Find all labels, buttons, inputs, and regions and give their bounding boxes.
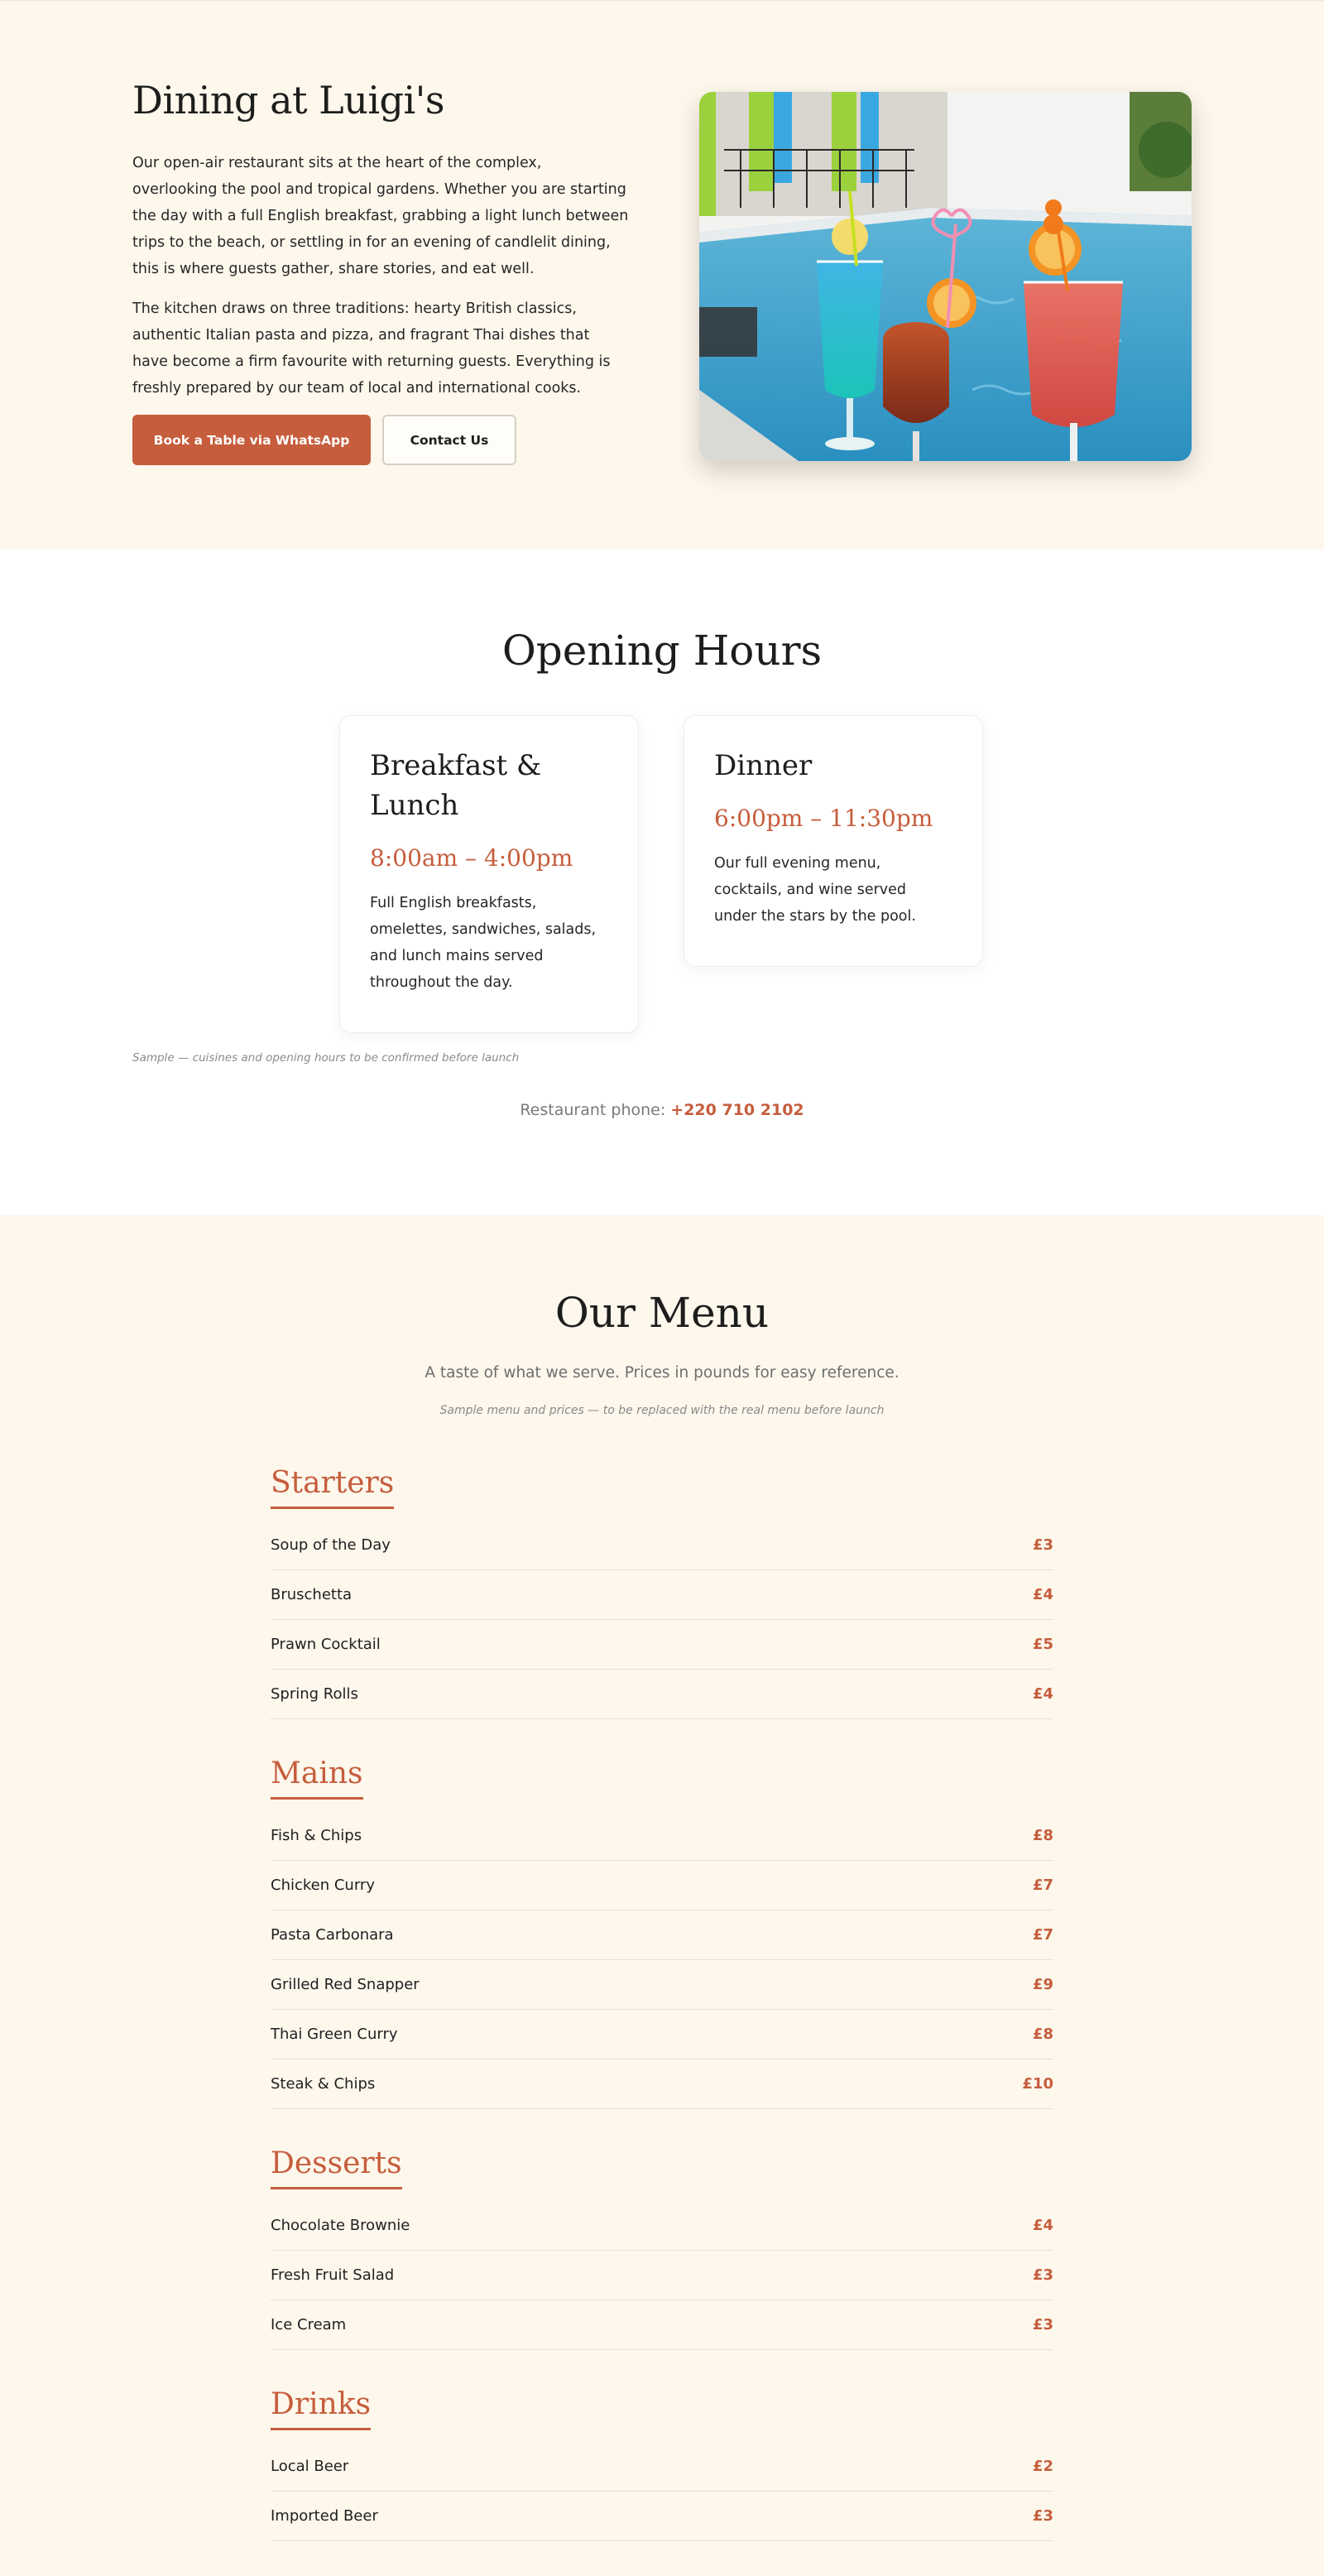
menu-item-price: £3 [1032, 2316, 1053, 2333]
menu-item-price: £8 [1032, 1827, 1053, 1844]
menu-item [271, 2059, 1053, 2109]
menu-item-price: £3 [1032, 1536, 1053, 1554]
hero-paragraph-2: The kitchen draws on three traditions: hearty British classics, authentic Italian pasta and pizza, and fragrant Thai dishes that have become a firm favourite with returning guests. Everything is freshly prepared by our team of local and international cooks. [132, 300, 611, 396]
menu-category-title: Drinks [271, 2385, 371, 2430]
menu-item [271, 2251, 1053, 2300]
hours-card-dinner [684, 715, 983, 967]
menu-item-name: Chicken Curry [271, 1877, 375, 1894]
menu-category-drinks [271, 2385, 1053, 2541]
menu-item-price: £4 [1032, 1685, 1053, 1703]
menu-item-price: £7 [1032, 1877, 1053, 1894]
menu-item-name: Bruschetta [271, 1586, 353, 1603]
hours-card-title: Breakfast & Lunch [370, 749, 542, 822]
menu-title: Our Menu [554, 1289, 770, 1337]
hours-sample-note: Sample — cuisines and opening hours to be confirmed before launch [132, 1051, 520, 1065]
menu-item [271, 1570, 1053, 1620]
hero-paragraph-1: Our open-air restaurant sits at the heart of the complex, overlooking the pool and tropical gardens. Whether you are starting the day with a full English breakfast, grabbing a light lunch between trips to the beach, or settling in for an evening of candlelit dining, this is where guests gather, share stories, and eat well. [132, 155, 629, 277]
menu-item-name: Chocolate Brownie [271, 2217, 410, 2234]
poolside-cocktails-photo [699, 92, 1192, 461]
hours-card-time: 6:00pm – 11:30pm [714, 805, 933, 832]
phone-label: Restaurant phone: [520, 1101, 666, 1119]
menu-category-title: Starters [271, 1463, 394, 1509]
opening-hours-title: Opening Hours [501, 627, 823, 675]
menu-category-mains [271, 1754, 1053, 2109]
menu-category-title: Desserts [271, 2144, 402, 2189]
menu-item-price: £10 [1022, 2075, 1053, 2093]
menu-section [0, 1215, 1324, 2575]
opening-hours-section [0, 550, 1324, 1215]
hero-text [132, 75, 629, 465]
hours-card-title: Dinner [714, 749, 813, 782]
book-table-whatsapp-button[interactable]: Book a Table via WhatsApp [132, 415, 371, 465]
menu-sample-note: Sample menu and prices — to be replaced with the real menu before launch [439, 1404, 885, 1417]
menu-item-name: Pasta Carbonara [271, 1926, 394, 1944]
menu-item [271, 2201, 1053, 2251]
hero-buttons [132, 415, 629, 465]
menu-item [271, 1620, 1053, 1670]
menu-item-price: £9 [1032, 1976, 1053, 1993]
menu-item-price: £3 [1032, 2507, 1053, 2525]
menu-subtitle: A taste of what we serve. Prices in pounds for easy reference. [425, 1364, 899, 1382]
hours-card-time: 8:00am – 4:00pm [370, 844, 573, 872]
menu-item [271, 1811, 1053, 1861]
menu-item-price: £8 [1032, 2026, 1053, 2043]
menu-item [271, 1861, 1053, 1910]
hero-title: Dining at Luigi's [132, 78, 444, 123]
menu-item-name: Local Beer [271, 2458, 349, 2475]
menu-item-name: Thai Green Curry [271, 2026, 398, 2043]
menu-category-desserts [271, 2144, 1053, 2350]
contact-us-button[interactable]: Contact Us [382, 415, 516, 465]
menu-item [271, 1910, 1053, 1960]
menu-item-name: Fresh Fruit Salad [271, 2266, 395, 2284]
hours-card-description: Our full evening menu, cocktails, and wine served under the stars by the pool. [714, 855, 916, 925]
menu-item-price: £4 [1032, 1586, 1053, 1603]
menu-body [271, 1463, 1053, 2576]
menu-item [271, 2010, 1053, 2059]
cocktails-illustration [699, 92, 1192, 461]
hero-section [0, 0, 1324, 550]
menu-category-starters [271, 1463, 1053, 1719]
menu-item-price: £4 [1032, 2217, 1053, 2234]
restaurant-phone-line [0, 1101, 1324, 1119]
menu-item-price: £5 [1032, 1636, 1053, 1653]
menu-item [271, 1670, 1053, 1719]
menu-item [271, 2442, 1053, 2492]
hours-card-description: Full English breakfasts, omelettes, sandwiches, salads, and lunch mains served throughout the day. [370, 895, 597, 991]
menu-item [271, 1960, 1053, 2010]
menu-item [271, 2492, 1053, 2541]
menu-item-name: Steak & Chips [271, 2075, 376, 2093]
menu-category-title: Mains [271, 1754, 363, 1800]
hours-card-breakfast-lunch [339, 715, 639, 1033]
menu-item-price: £7 [1032, 1926, 1053, 1944]
hours-cards [339, 715, 983, 1033]
menu-item-price: £2 [1032, 2458, 1053, 2475]
restaurant-phone-link[interactable]: +220 710 2102 [670, 1101, 804, 1119]
menu-item-name: Ice Cream [271, 2316, 347, 2333]
menu-item [271, 2300, 1053, 2350]
menu-item-name: Soup of the Day [271, 1536, 391, 1554]
menu-item-price: £3 [1032, 2266, 1053, 2284]
menu-item [271, 1521, 1053, 1570]
menu-item-name: Imported Beer [271, 2507, 378, 2525]
menu-item-name: Fish & Chips [271, 1827, 362, 1844]
menu-item-name: Grilled Red Snapper [271, 1976, 420, 1993]
menu-item-name: Prawn Cocktail [271, 1636, 381, 1653]
menu-item-name: Spring Rolls [271, 1685, 358, 1703]
